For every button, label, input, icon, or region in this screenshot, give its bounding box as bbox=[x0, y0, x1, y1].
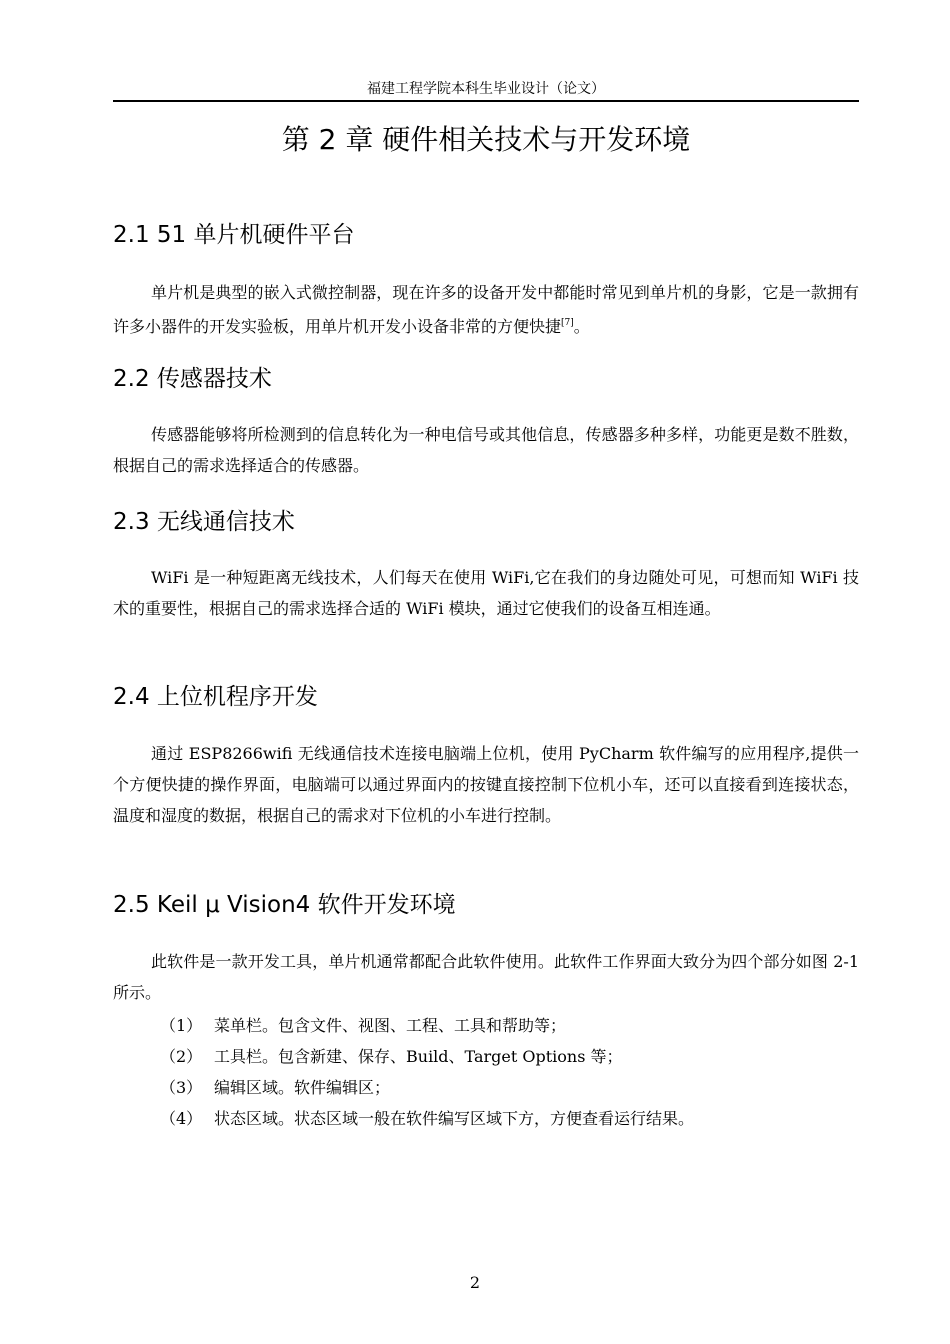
section-heading-2-5: 2.5 Keil μ Vision4 软件开发环境 bbox=[113, 892, 456, 918]
section-heading-2-3: 2.3 无线通信技术 bbox=[113, 509, 295, 535]
header-rule bbox=[113, 100, 859, 102]
list-number: （3） bbox=[160, 1078, 203, 1097]
citation: [7] bbox=[561, 318, 574, 328]
section-heading-2-1: 2.1 51 单片机硬件平台 bbox=[113, 222, 355, 248]
list-text: 状态区域。状态区域一般在软件编写区域下方，方便查看运行结果。 bbox=[214, 1109, 695, 1128]
list-number: （2） bbox=[160, 1047, 203, 1066]
paragraph-text: 单片机是典型的嵌入式微控制器，现在许多的设备开发中都能时常见到单片机的身影，它是一款拥有许多小器件的开发实验板，用单片机开发小设备非常的方便快捷 bbox=[113, 283, 859, 336]
section-paragraph-2-5: 此软件是一款开发工具，单片机通常都配合此软件使用。此软件工作界面大致分为四个部分如图 2-1 所示。 bbox=[113, 952, 859, 1002]
list-item bbox=[160, 1103, 860, 1134]
list-text: 编辑区域。软件编辑区； bbox=[214, 1078, 391, 1097]
page-number: 2 bbox=[469, 1273, 481, 1292]
list-text: 菜单栏。包含文件、视图、工程、工具和帮助等； bbox=[214, 1016, 567, 1035]
list-number: （1） bbox=[160, 1016, 203, 1035]
list-number: （4） bbox=[160, 1109, 203, 1128]
section-heading-2-2: 2.2 传感器技术 bbox=[113, 366, 272, 392]
running-header: 福建工程学院本科生毕业设计（论文） bbox=[367, 81, 605, 97]
section-paragraph-2-4: 通过 ESP8266wifi 无线通信技术连接电脑端上位机，使用 PyCharm 软件编写的应用程序,提供一个方便快捷的操作界面，电脑端可以通过界面内的按键直接控制下位机小车，还可以直接看到连接状态，温度和湿度的数据，根据自己的需求对下位机的小车进行控制。 bbox=[113, 744, 859, 825]
section-paragraph-2-2: 传感器能够将所检测到的信息转化为一种电信号或其他信息，传感器多种多样，功能更是数不胜数，根据自己的需求选择适合的传感器。 bbox=[113, 425, 859, 475]
list-text: 工具栏。包含新建、保存、Build、Target Options 等； bbox=[214, 1047, 623, 1066]
list-item bbox=[160, 1072, 860, 1103]
section-heading-2-4: 2.4 上位机程序开发 bbox=[113, 684, 318, 710]
section-paragraph-2-3: WiFi 是一种短距离无线技术，人们每天在使用 WiFi,它在我们的身边随处可见，可想而知 WiFi 技术的重要性，根据自己的需求选择合适的 WiFi 模块，通过它使我们的设备互相连通。 bbox=[113, 568, 859, 618]
chapter-title: 第 2 章 硬件相关技术与开发环境 bbox=[281, 123, 691, 156]
paragraph-end: 。 bbox=[573, 317, 590, 336]
section-paragraph-2-1 bbox=[113, 277, 859, 342]
list-item bbox=[160, 1041, 860, 1072]
list-item bbox=[160, 1010, 860, 1041]
